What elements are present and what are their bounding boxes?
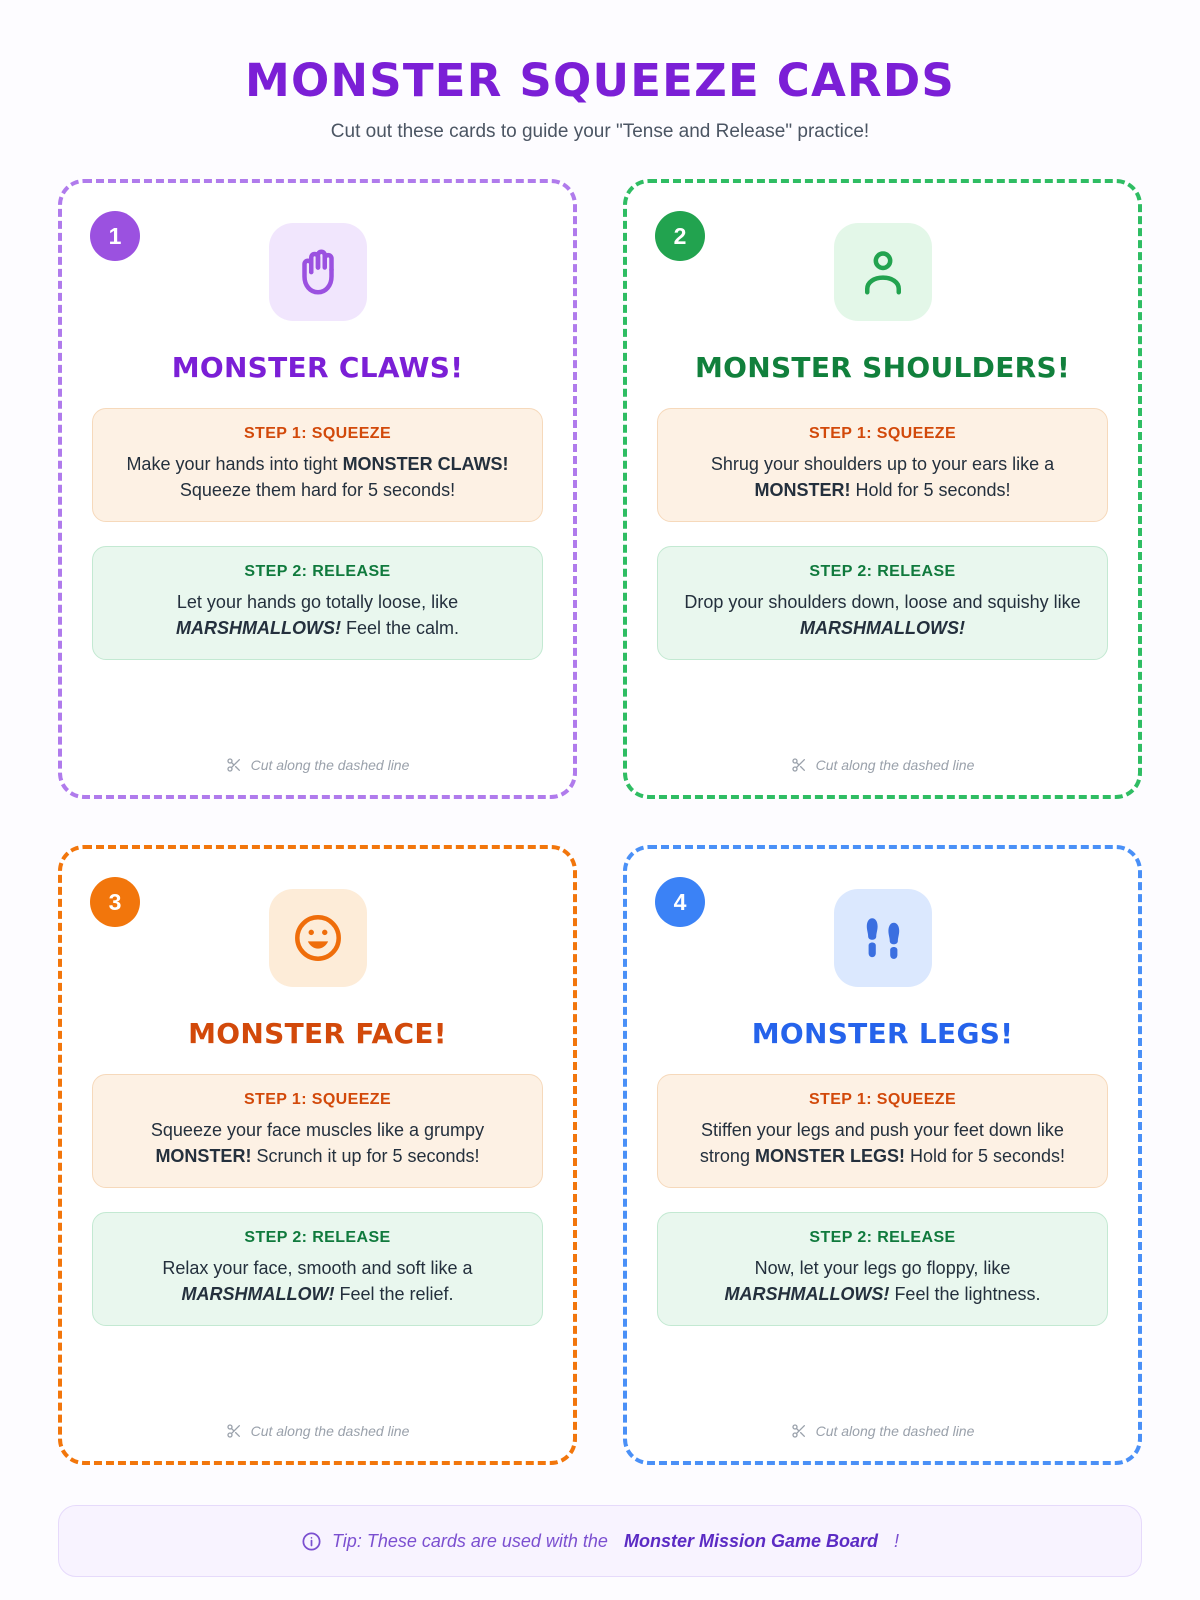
step-release-text: Let your hands go totally loose, like MARSHMALLOWS! Feel the calm. (175, 592, 460, 639)
step-squeeze (92, 408, 543, 522)
page-subtitle: Cut out these cards to guide your "Tense and Release" practice! (330, 121, 870, 142)
step-squeeze-text: Shrug your shoulders up to your ears like a MONSTER! Hold for 5 seconds! (710, 454, 1055, 501)
cut-note-label: Cut along the dashed line (250, 757, 410, 773)
step-release-text: Now, let your legs go floppy, like MARSHMALLOWS! Feel the lightness. (724, 1258, 1041, 1305)
footprints-icon (834, 889, 932, 987)
step-squeeze-label: STEP 1: SQUEEZE (243, 425, 392, 442)
card-title: MONSTER SHOULDERS! (694, 351, 1071, 384)
step-squeeze-text: Squeeze your face muscles like a grumpy MONSTER! Scrunch it up for 5 seconds! (150, 1120, 485, 1167)
scissors-icon (791, 1423, 807, 1439)
card-number-badge: 3 (90, 877, 140, 927)
step-release (92, 546, 543, 660)
footer-tip-strong: Monster Mission Game Board (623, 1530, 879, 1551)
step-squeeze-label: STEP 1: SQUEEZE (243, 1091, 392, 1108)
smiley-icon (269, 889, 367, 987)
step-squeeze-label: STEP 1: SQUEEZE (808, 425, 957, 442)
step-squeeze-text: Make your hands into tight MONSTER CLAWS! Squeeze them hard for 5 seconds! (126, 454, 509, 501)
step-release-label: STEP 2: RELEASE (244, 1229, 391, 1247)
step-release-text: Drop your shoulders down, loose and squishy like MARSHMALLOWS! (684, 592, 1081, 639)
step-release (92, 1212, 543, 1326)
scissors-icon (226, 1423, 242, 1439)
card-monster-legs (623, 845, 1142, 1465)
footer-tip-post: ! (894, 1530, 900, 1551)
step-squeeze (657, 408, 1108, 522)
step-squeeze-text: Stiffen your legs and push your feet down like strong MONSTER LEGS! Hold for 5 seconds! (699, 1120, 1066, 1167)
card-title: MONSTER LEGS! (751, 1017, 1014, 1050)
step-release (657, 546, 1108, 660)
scissors-icon (226, 757, 242, 773)
cut-note-label: Cut along the dashed line (815, 1423, 975, 1439)
page-title: MONSTER SQUEEZE CARDS (244, 54, 956, 107)
footer-tip (58, 1505, 1142, 1577)
card-title: MONSTER FACE! (188, 1017, 447, 1050)
step-squeeze (657, 1074, 1108, 1188)
card-monster-shoulders (623, 179, 1142, 799)
cut-note (92, 1397, 543, 1439)
cut-note-label: Cut along the dashed line (250, 1423, 410, 1439)
step-release (657, 1212, 1108, 1326)
step-release-label: STEP 2: RELEASE (244, 563, 391, 581)
hand-icon (269, 223, 367, 321)
scissors-icon (791, 757, 807, 773)
cut-note (92, 731, 543, 773)
cut-note (657, 731, 1108, 773)
step-squeeze-label: STEP 1: SQUEEZE (808, 1091, 957, 1108)
step-release-text: Relax your face, smooth and soft like a MARSHMALLOW! Feel the relief. (162, 1258, 473, 1305)
cards-grid (58, 179, 1142, 1465)
step-squeeze (92, 1074, 543, 1188)
footer-tip-text: Tip: These cards are used with the (331, 1530, 608, 1551)
cut-note (657, 1397, 1108, 1439)
card-title: MONSTER CLAWS! (171, 351, 464, 384)
person-icon (834, 223, 932, 321)
card-monster-claws (58, 179, 577, 799)
cut-note-label: Cut along the dashed line (815, 757, 975, 773)
card-number-badge: 2 (655, 211, 705, 261)
card-number-badge: 4 (655, 877, 705, 927)
card-monster-face (58, 845, 577, 1465)
step-release-label: STEP 2: RELEASE (809, 1229, 956, 1247)
info-icon (301, 1531, 322, 1552)
card-number-badge: 1 (90, 211, 140, 261)
step-release-label: STEP 2: RELEASE (809, 563, 956, 581)
